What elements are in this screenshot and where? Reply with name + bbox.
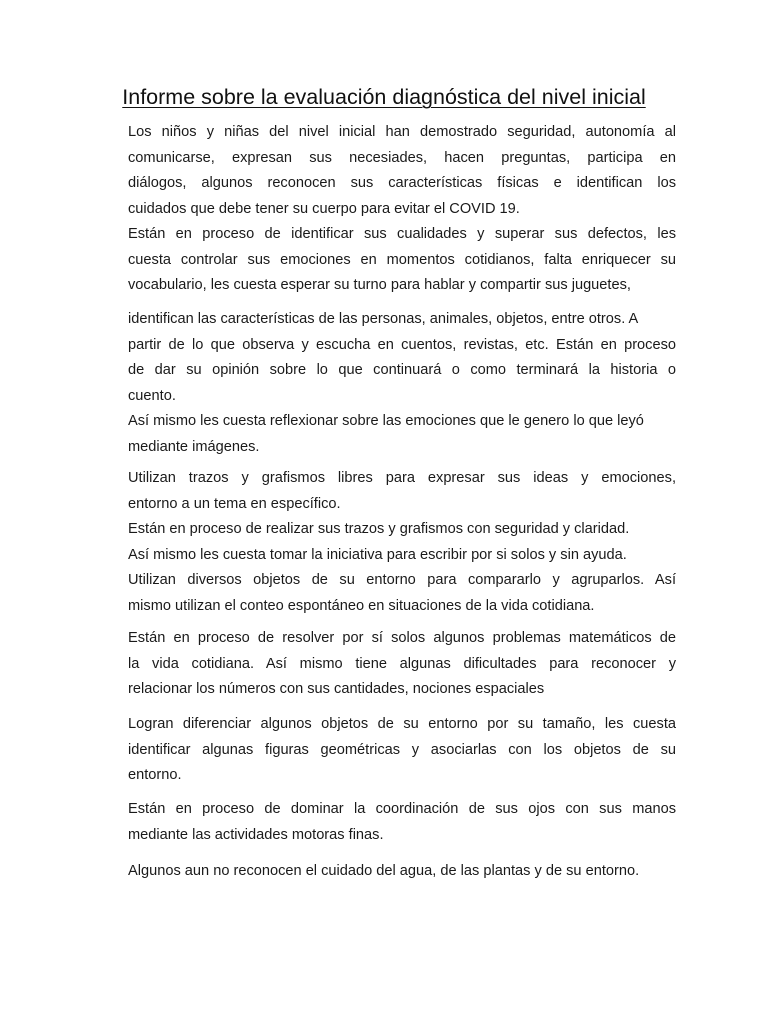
text-line: identifican las características de las personas, animales, objetos, entre otros. A	[128, 311, 639, 327]
paragraph-block-5	[128, 712, 676, 789]
text-line: entorno.	[128, 767, 182, 783]
text-line: identificar algunas figuras geométricas y asociarlas con los objetos de su	[128, 741, 676, 758]
text-line: Están en proceso de resolver por sí solos algunos problemas matemáticos de	[128, 630, 676, 646]
text-line: de dar su opinión sobre lo que continuará o como terminará la historia o	[128, 362, 676, 378]
text-line: mediante las actividades motoras finas.	[128, 826, 384, 843]
text-line: entorno a un tema en específico.	[128, 495, 341, 512]
text-line: Así mismo les cuesta reflexionar sobre las emociones que le genero lo que leyó	[128, 413, 644, 429]
text-line: Los niños y niñas del nivel inicial han demostrado seguridad, autonomía al	[128, 124, 676, 140]
text-line: Utilizan trazos y grafismos libres para expresar sus ideas y emociones,	[128, 470, 676, 486]
text-line: vocabulario, les cuesta esperar su turno para hablar y compartir sus juguetes,	[128, 277, 631, 293]
text-line: comunicarse, expresan sus necesiades, hacen preguntas, participa en	[128, 149, 676, 166]
text-line: Están en proceso de identificar sus cualidades y superar sus defectos, les	[128, 226, 676, 242]
text-line: Logran diferenciar algunos objetos de su entorno por su tamaño, les cuesta	[128, 716, 676, 732]
text-line: Están en proceso de realizar sus trazos y grafismos con seguridad y claridad.	[128, 521, 630, 537]
text-line: cuento.	[128, 387, 176, 404]
paragraph-block-1	[128, 120, 676, 299]
text-line: mismo utilizan el conteo espontáneo en situaciones de la vida cotidiana.	[128, 597, 595, 614]
paragraph-block-3	[128, 466, 676, 619]
text-line: Algunos aun no reconocen el cuidado del agua, de las plantas y de su entorno.	[128, 863, 640, 879]
text-line: relacionar los números con sus cantidades, nociones espaciales	[128, 681, 545, 697]
text-line: cuesta controlar sus emociones en momentos cotidianos, falta enriquecer su	[128, 251, 676, 268]
text-line: Así mismo les cuesta tomar la iniciativa para escribir por si solos y sin ayuda.	[128, 546, 627, 563]
document-title: Informe sobre la evaluación diagnóstica del nivel inicial	[122, 85, 646, 109]
text-line: Están en proceso de dominar la coordinación de sus ojos con sus manos	[128, 801, 676, 817]
paragraph-block-6	[128, 797, 676, 848]
text-line: cuidados que debe tener su cuerpo para evitar el COVID 19.	[128, 200, 520, 217]
paragraph-block-2	[128, 307, 676, 460]
text-line: Utilizan diversos objetos de su entorno para compararlo y agruparlos. Así	[128, 572, 676, 588]
text-line: mediante imágenes.	[128, 438, 260, 455]
paragraph-block-4	[128, 626, 676, 703]
paragraph-block-7	[128, 859, 676, 885]
text-line: partir de lo que observa y escucha en cuentos, revistas, etc. Están en proceso	[128, 336, 676, 353]
text-line: la vida cotidiana. Así mismo tiene algunas dificultades para reconocer y	[128, 655, 676, 672]
text-line: diálogos, algunos reconocen sus características físicas e identifican los	[128, 175, 676, 191]
